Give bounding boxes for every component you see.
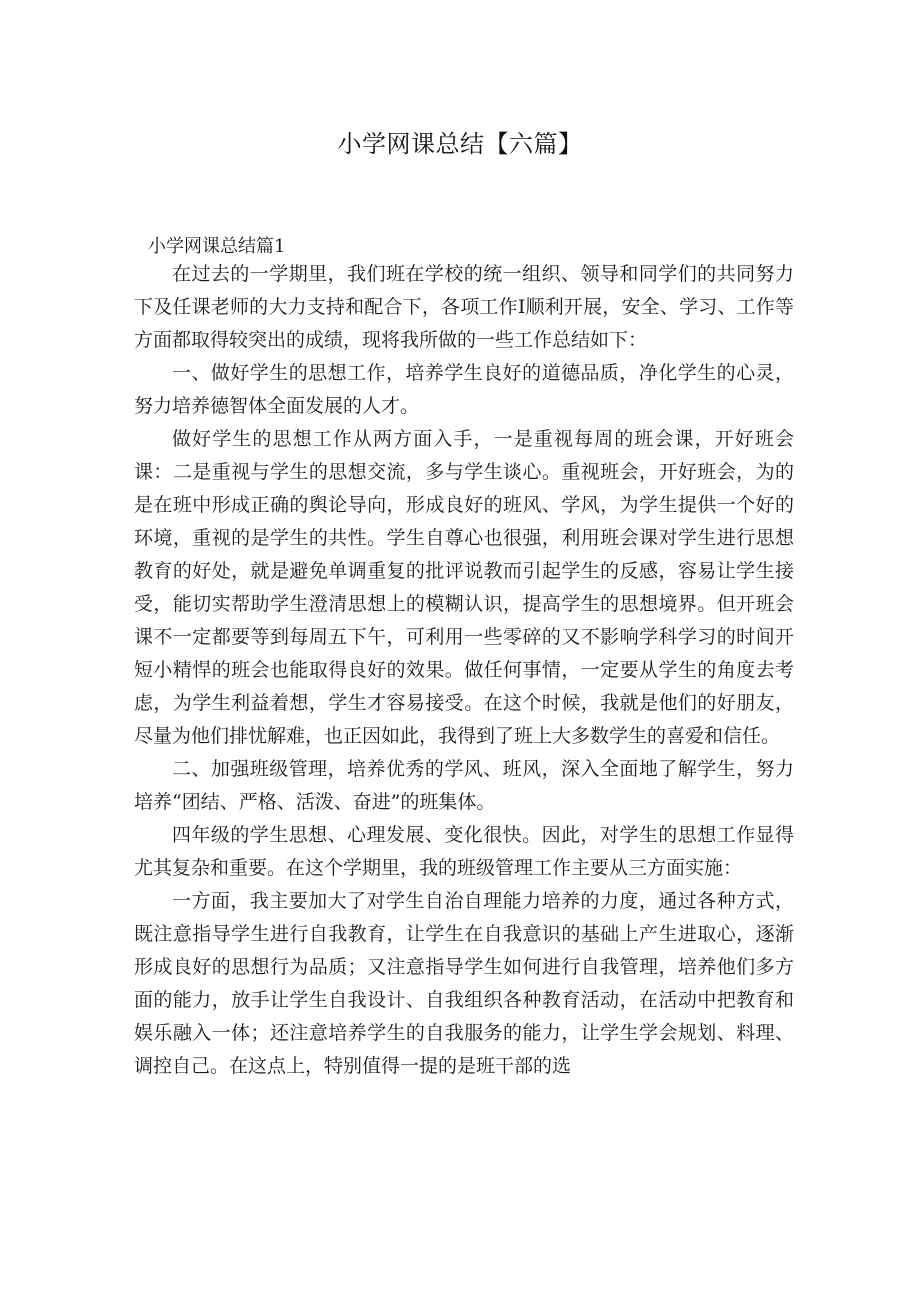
paragraph: 二、加强班级管理，培养优秀的学风、班风，深入全面地了解学生，努力培养“团结、严格、活泼、奋进”的班集体。 [134, 758, 794, 813]
paragraph: 一、做好学生的思想工作，培养学生良好的道德品质，净化学生的心灵，努力培养德智体全面发展的人才。 [134, 362, 794, 417]
paragraph: 四年级的学生思想、心理发展、变化很快。因此，对学生的思想工作显得尤其复杂和重要。在这个学期里，我的班级管理工作主要从三方面实施： [134, 824, 794, 879]
document-title: 小学网课总结【六篇】 [337, 130, 583, 158]
paragraph: 一方面，我主要加大了对学生自治自理能力培养的力度，通过各种方式，既注意指导学生进行自我教育，让学生在自我意识的基础上产生进取心，逐渐形成良好的思想行为品质；又注意指导学生如何进行自我管理，培养他们多方面的能力，放手让学生自我设计、自我组织各种教育活动，在活动中把教育和娱乐融入一体；还注意培养学生的自我服务的能力，让学生学会规划、料理、调控自己。在这点上，特别值得一提的是班干部的选 [134, 890, 794, 1077]
section-heading: 小学网课总结篇1 [148, 236, 286, 257]
document-body [134, 258, 794, 1083]
paragraph: 在过去的一学期里，我们班在学校的统一组织、领导和同学们的共同努力下及任课老师的大力支持和配合下，各项工作I顺利开展，安全、学习、工作等方面都取得较突出的成绩，现将我所做的一些工作总结如下： [134, 263, 794, 351]
paragraph: 做好学生的思想工作从两方面入手，一是重视每周的班会课，开好班会课：二是重视与学生的思想交流，多与学生谈心。重视班会，开好班会，为的是在班中形成正确的舆论导向，形成良好的班风、学风，为学生提供一个好的环境，重视的是学生的共性。学生自尊心也很强，利用班会课对学生进行思想教育的好处，就是避免单调重复的批评说教而引起学生的反感，容易让学生接受，能切实帮助学生澄清思想上的模糊认识，提高学生的思想境界。但开班会课不一定都要等到每周五下午，可利用一些零碎的又不影响学科学习的时间开短小精悍的班会也能取得良好的效果。做任何事情，一定要从学生的角度去考虑，为学生利益着想，学生才容易接受。在这个时候，我就是他们的好朋友，尽量为他们排忧解难，也正因如此，我得到了班上大多数学生的喜爱和信任。 [134, 428, 794, 747]
